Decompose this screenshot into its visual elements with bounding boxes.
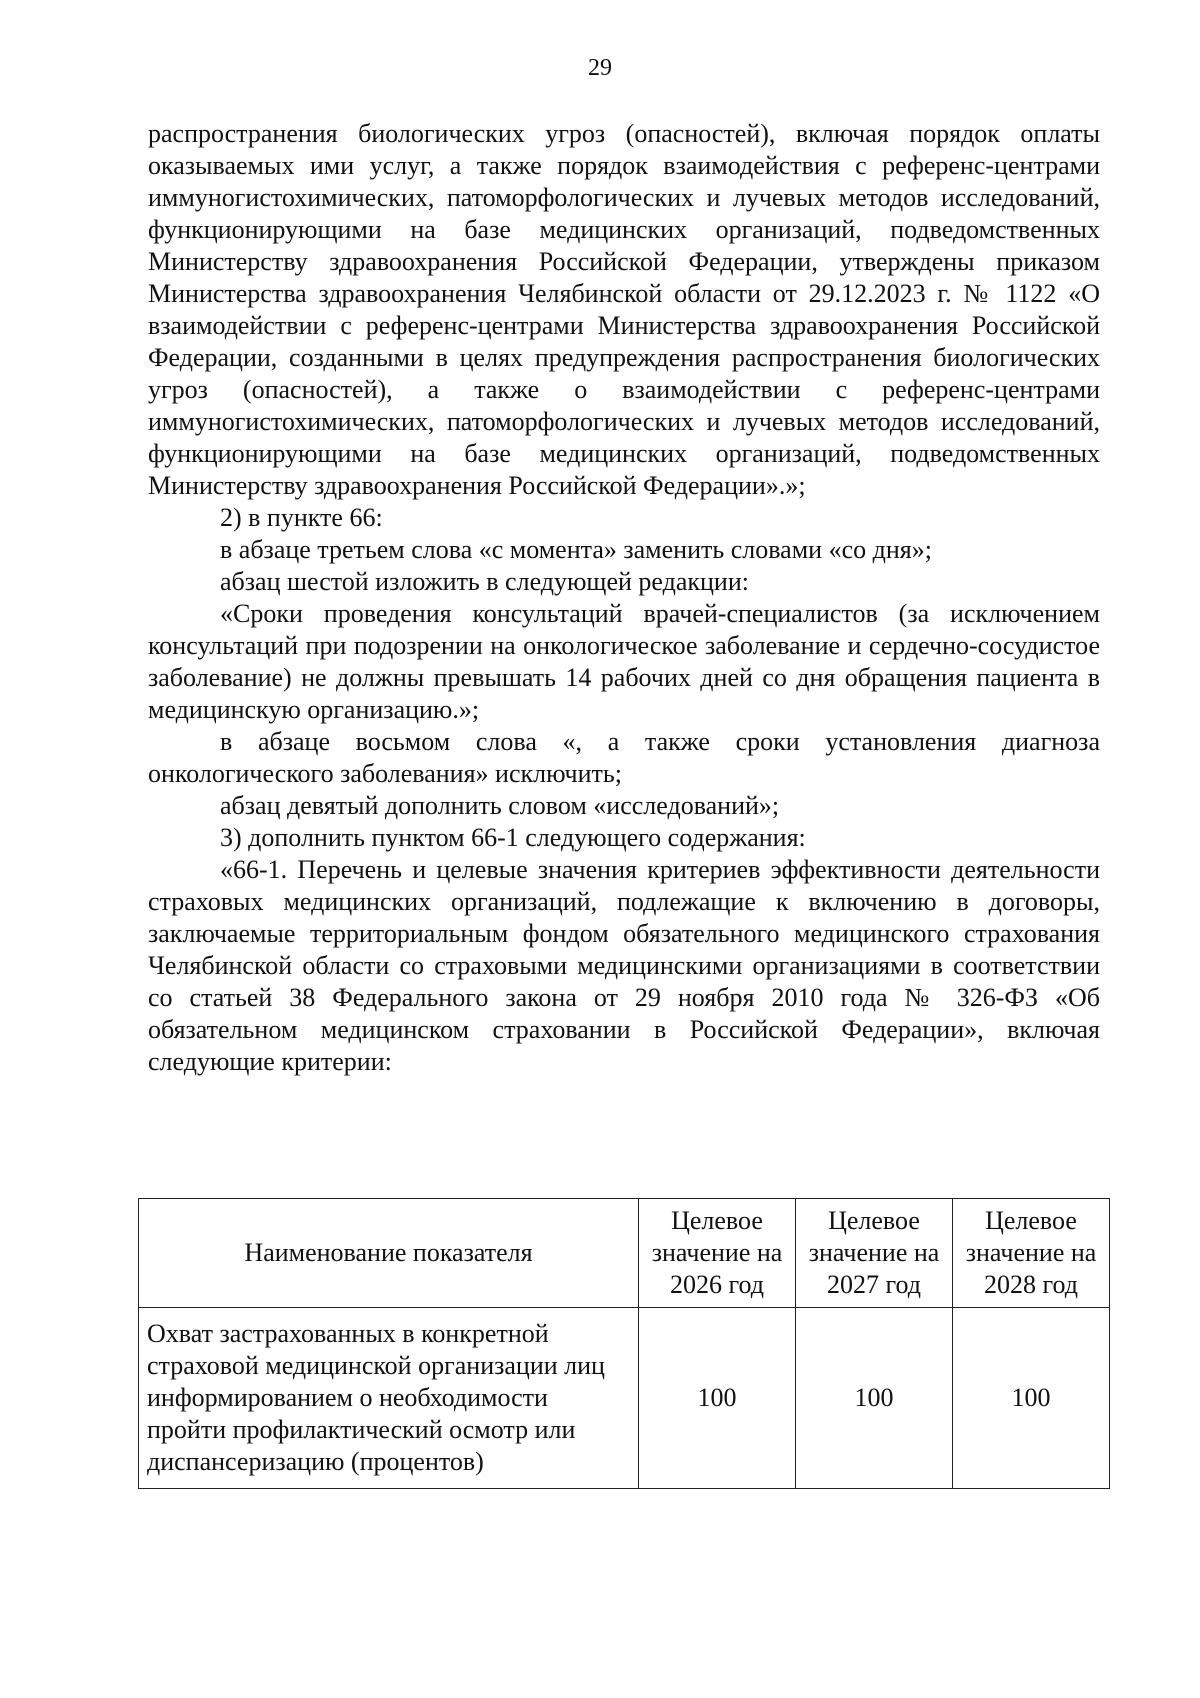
paragraph-amend-eighth: в абзаце восьмом слова «, а также сроки установления диагноза онкологического заболевания» исключить; [148,727,1100,788]
header-target-2026: Целевое значение на 2026 год [639,1199,796,1308]
paragraph-amend-sixth: абзац шестой изложить в следующей редакции: [220,567,749,596]
target-2027-cell: 100 [796,1308,953,1489]
paragraph-66-1: «66-1. Перечень и целевые значения критериев эффективности деятельности страховых медицинских организаций, подлежащие к включению в договоры, заключаемые территориальным фондом обязательного медицинского страхования Челябинской области со страховыми медицинскими организациями в соответствии со статьей 38 Федерального закона от 29 ноября 2010 года № 326-ФЗ «Об обязательном медицинском страховании в Российской Федерации», включая следующие критерии: [148,855,1100,1076]
table-header-row [139,1199,1110,1308]
paragraph-continuation: распространения биологических угроз (опасностей), включая порядок оплаты оказываемых ими услуг, а также порядок взаимодействия с референс-центрами иммуногистохимических, патоморфологических и лучевых методов исследований, функционирующими на базе медицинских организаций, подведомственных Министерству здравоохранения Российской Федерации, утверждены приказом Министерства здравоохранения Челябинской области от 29.12.2023 г. № 1122 «О взаимодействии с референс-центрами Министерства здравоохранения Российской Федерации, созданными в целях предупреждения распространения биологических угроз (опасностей), а также о взаимодействии с референс-центрами иммуногистохимических, патоморфологических и лучевых методов исследований, функционирующими на базе медицинских организаций, подведомственных Министерству здравоохранения Российской Федерации».»; [148,119,1100,500]
header-indicator-name: Наименование показателя [139,1199,639,1308]
target-2026-cell: 100 [639,1308,796,1489]
paragraph-amend-ninth: абзац девятый дополнить словом «исследований»; [220,791,780,820]
paragraph-amend-third: в абзаце третьем слова «с момента» заменить словами «со дня»; [220,535,932,564]
paragraph-new-wording: «Сроки проведения консультаций врачей-специалистов (за исключением консультаций при подозрении на онкологическое заболевание и сердечно-сосудистое заболевание) не должны превышать 14 рабочих дней со дня обращения пациента в медицинскую организацию.»; [148,599,1100,724]
target-2028-cell: 100 [953,1308,1110,1489]
page-number: 29 [588,55,612,81]
paragraph-item-2: 2) в пункте 66: [220,503,383,532]
paragraph-item-3: 3) дополнить пунктом 66-1 следующего содержания: [220,823,806,852]
table-row [139,1308,1110,1489]
criteria-table [138,1198,1110,1489]
header-target-2027: Целевое значение на 2027 год [796,1199,953,1308]
header-target-2028: Целевое значение на 2028 год [953,1199,1110,1308]
document-body [148,118,1100,1078]
indicator-name-cell: Охват застрахованных в конкретной страховой медицинской организации лиц информированием о необходимости пройти профилактический осмотр или диспансеризацию (процентов) [139,1308,639,1489]
